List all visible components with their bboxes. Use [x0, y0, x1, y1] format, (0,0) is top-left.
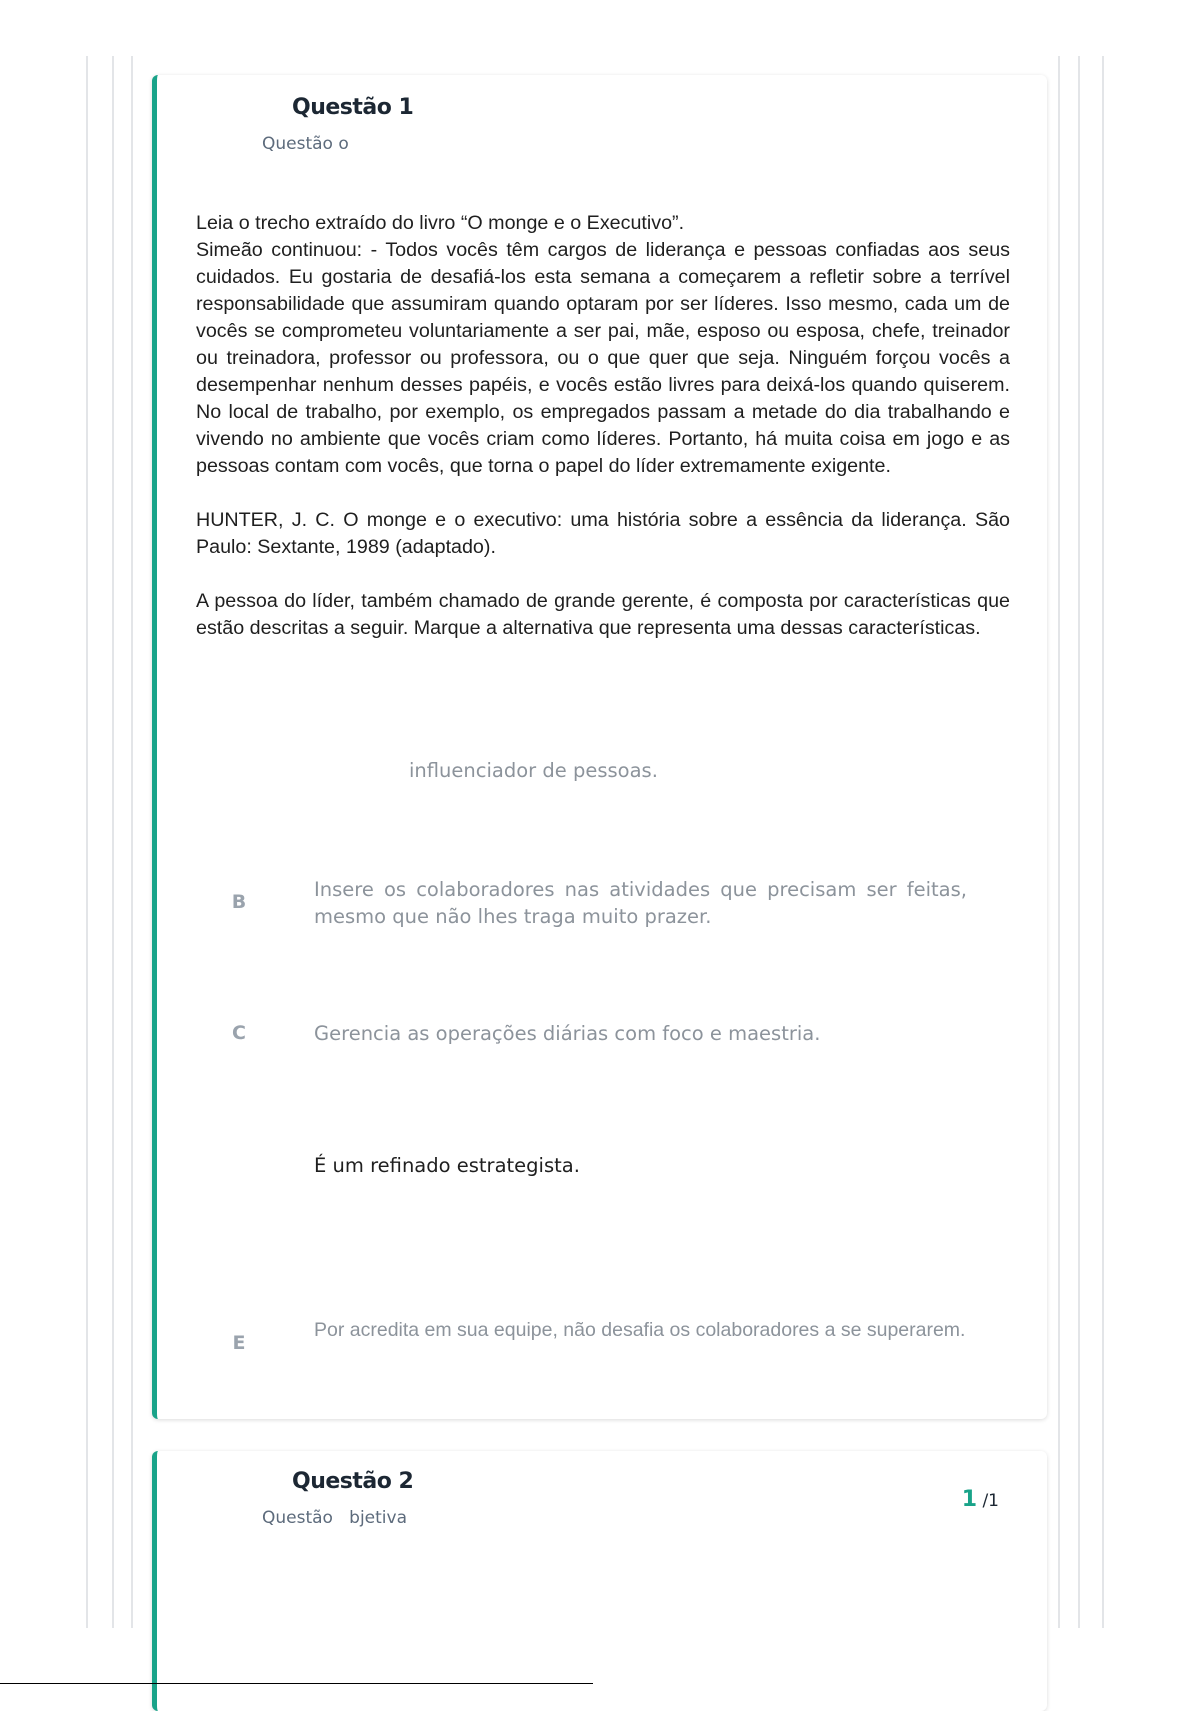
question-stem	[196, 210, 1010, 642]
frame-line	[131, 56, 133, 1628]
option-text: influenciador de pessoas.	[409, 759, 658, 782]
frame-line	[1058, 56, 1060, 1628]
question-card-1	[152, 75, 1047, 1419]
stem-excerpt: Simeão continuou: - Todos vocês têm cargos de liderança e pessoas confiadas aos seus cuidados. Eu gostaria de desafiá-los esta semana a começarem a refletir sobre a terrível responsabilidade que assumiram quando optaram por ser líderes. Isso mesmo, cada um de vocês se comprometeu voluntariamente a ser pai, mãe, esposo ou esposa, chefe, treinador ou treinadora, professor ou professora, ou o que quer que seja. Ninguém forçou vocês a desempenhar nenhum desses papéis, e vocês estão livres para deixá-los quando quiserem. No local de trabalho, por exemplo, os empregados passam a metade do dia trabalhando e vivendo no ambiente que vocês criam como líderes. Portanto, há muita coisa em jogo e as pessoas contam com vocês, que torna o papel do líder extremamente exigente.	[196, 239, 1010, 477]
option-text-selected: É um refinado estrategista.	[314, 1154, 580, 1177]
frame-line	[112, 56, 114, 1628]
option-letter: E	[232, 1332, 246, 1354]
frame-line	[1078, 56, 1080, 1628]
question-title: Questão 2	[292, 1469, 414, 1494]
question-title: Questão 1	[292, 95, 414, 120]
option-text: Gerencia as operações diárias com foco e maestria.	[314, 1022, 821, 1045]
option-text: Por acredita em sua equipe, não desafia os colaboradores a se superarem.	[314, 1319, 966, 1341]
question-card-2	[152, 1451, 1047, 1711]
score	[962, 1487, 999, 1512]
page-bottom-rule	[0, 1683, 593, 1684]
frame-line	[86, 56, 88, 1628]
option-text: Insere os colaboradores nas atividades que precisam ser feitas, mesmo que não lhes traga muito prazer.	[314, 878, 967, 928]
stem-intro: Leia o trecho extraído do livro “O monge e o Executivo”.	[196, 212, 685, 234]
option-letter: B	[231, 891, 247, 913]
option-letter: C	[232, 1022, 246, 1044]
score-total: /1	[982, 1491, 999, 1511]
stem-citation: HUNTER, J. C. O monge e o executivo: uma história sobre a essência da liderança. São Paulo: Sextante, 1989 (adaptado).	[196, 509, 1010, 558]
question-type-label: Questão o	[262, 134, 349, 154]
frame-line	[1102, 56, 1104, 1628]
question-type-label: Questão bjetiva	[262, 1508, 408, 1528]
score-value: 1	[961, 1487, 978, 1512]
stem-prompt: A pessoa do líder, também chamado de grande gerente, é composta por características que estão descritas a seguir. Marque a alternativa que representa uma dessas características.	[196, 590, 1010, 639]
